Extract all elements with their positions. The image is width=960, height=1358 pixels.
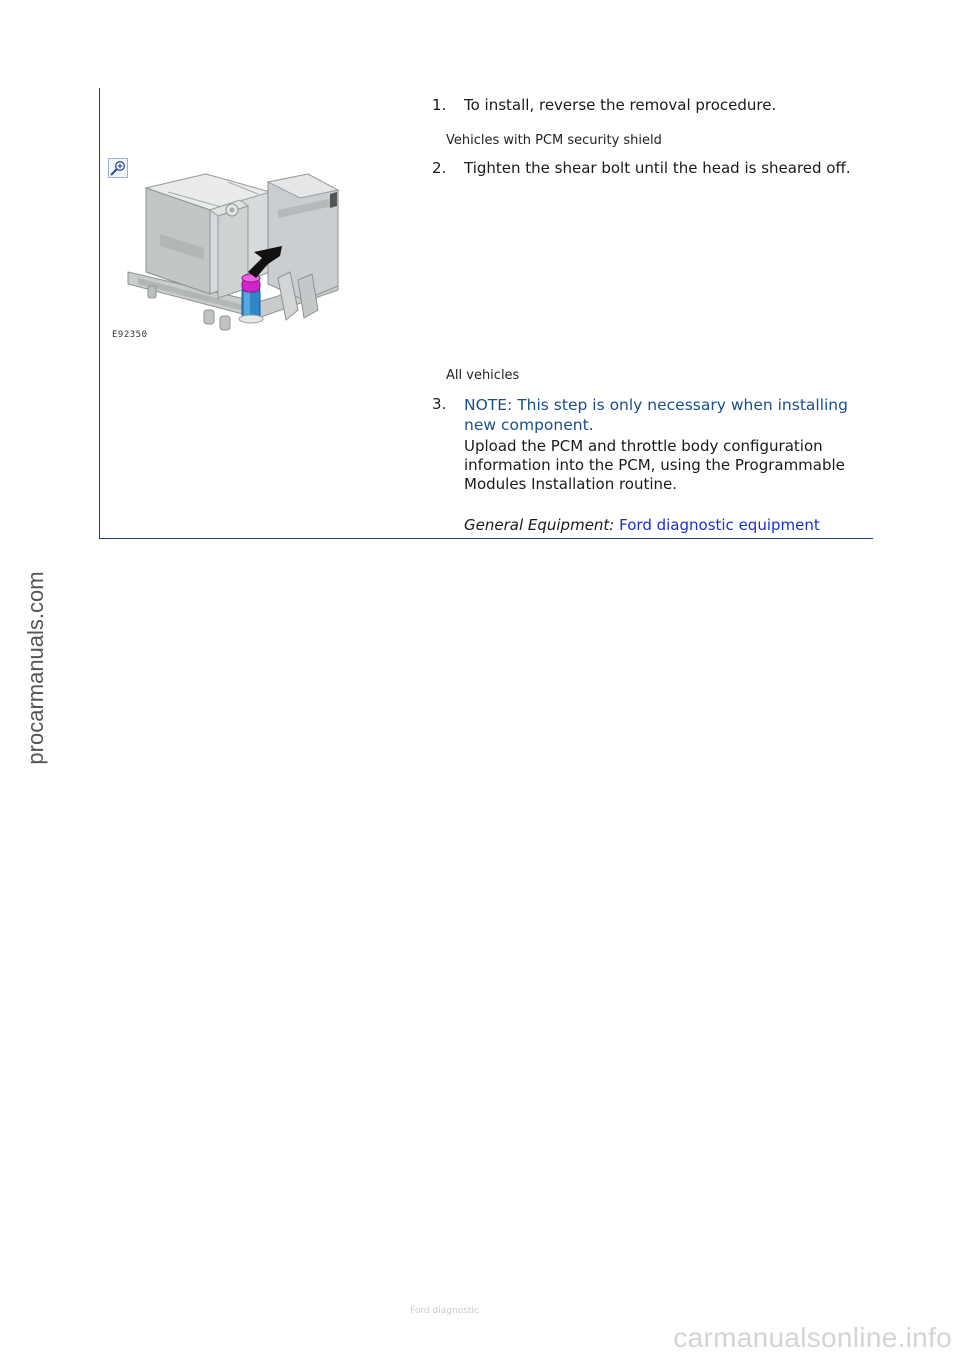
step-2-text: Tighten the shear bolt until the head is sheared off. — [464, 159, 851, 177]
figure-code-label: E92350 — [112, 330, 148, 340]
step-3-text: Upload the PCM and throttle body configuration information into the PCM, using the Programmable Modules Installation routine. — [464, 437, 845, 493]
step-1-number: 1. — [432, 96, 447, 114]
step-2-number: 2. — [432, 159, 447, 177]
general-equipment-label: General Equipment: — [464, 516, 615, 534]
left-border-rule — [99, 88, 100, 539]
subheading-all-vehicles: All vehicles — [446, 368, 520, 383]
faint-page-footer: Ford diagnostic — [410, 1306, 479, 1316]
general-equipment-line — [464, 516, 874, 535]
subheading-pcm-security-shield: Vehicles with PCM security shield — [446, 133, 662, 148]
ford-diagnostic-equipment-link[interactable]: Ford diagnostic equipment — [619, 516, 820, 534]
bottom-watermark: carmanualsonline.info — [673, 1322, 952, 1353]
step-3-number: 3. — [432, 395, 447, 413]
step-1-text: To install, reverse the removal procedure. — [464, 96, 777, 114]
step-3-body — [464, 395, 874, 535]
side-watermark: procarmanuals.com — [23, 571, 48, 765]
pcm-shear-bolt-illustration[interactable] — [108, 160, 344, 345]
bottom-border-rule — [99, 538, 873, 539]
step-3-note: NOTE: This step is only necessary when installing new component. — [464, 396, 848, 434]
